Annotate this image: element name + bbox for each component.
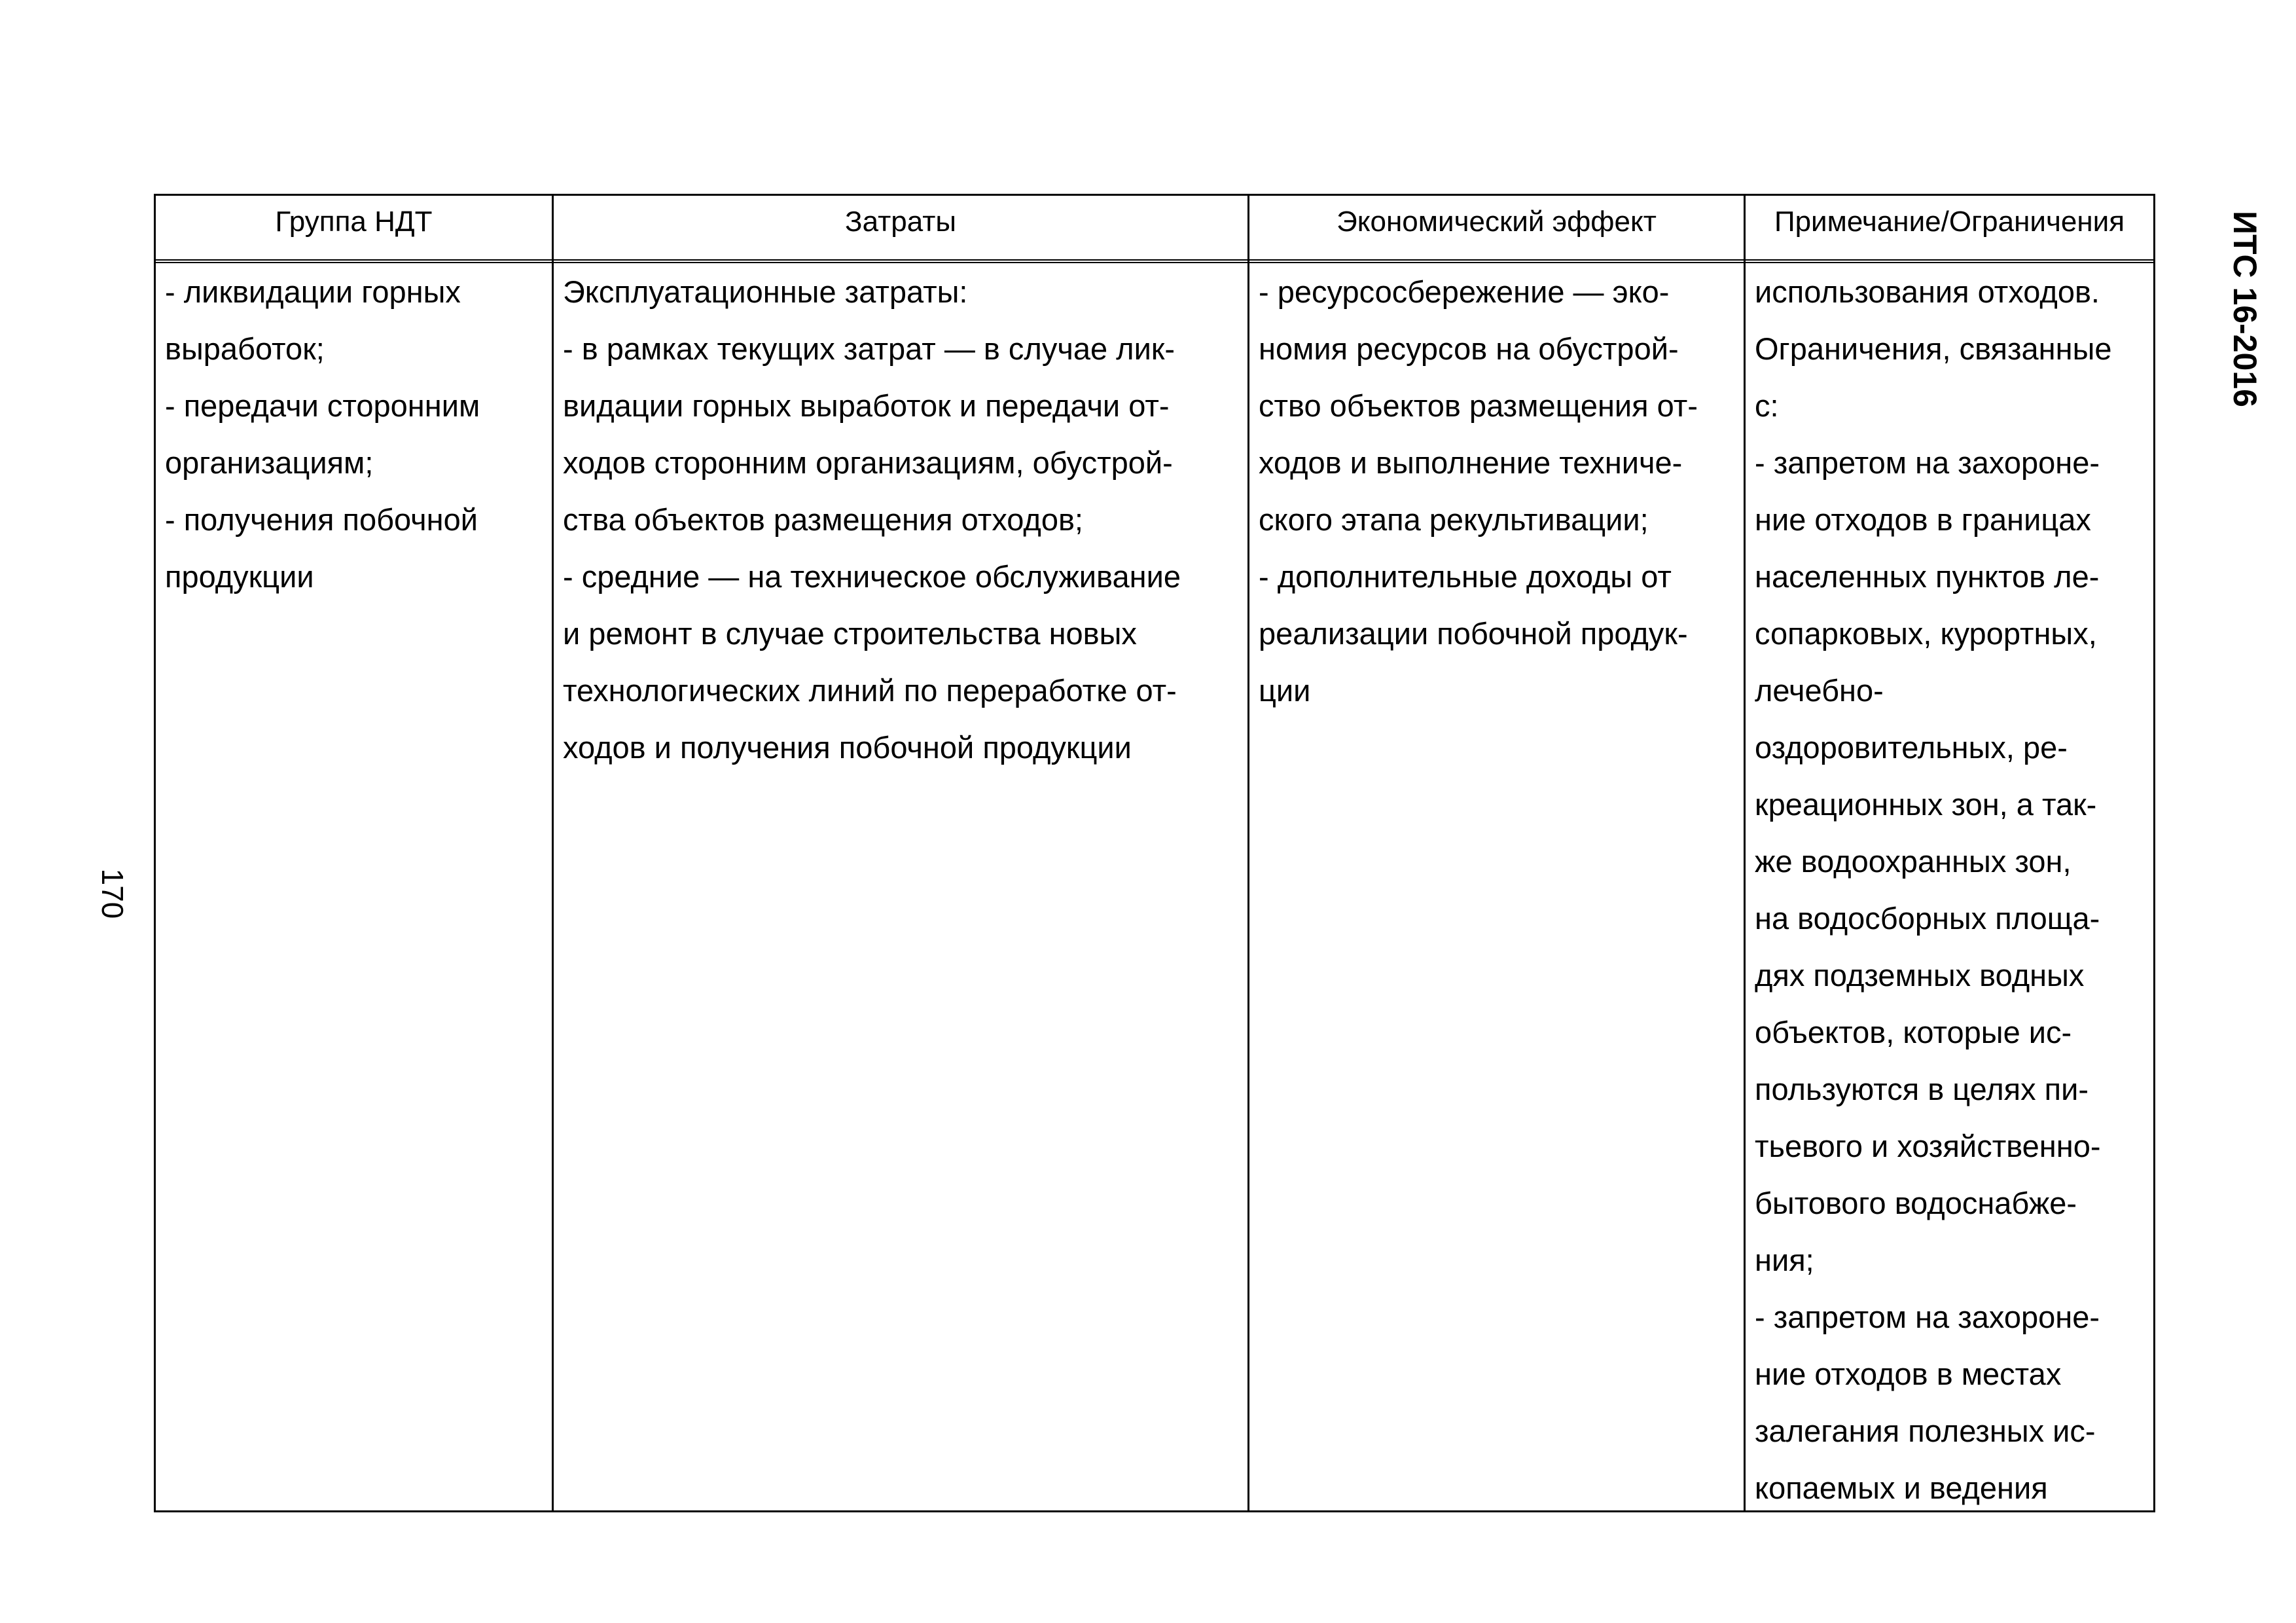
cell-line: - в рамках текущих затрат — в случае лик-: [563, 331, 1175, 366]
cell-line: - запретом на захороне-: [1755, 1300, 2100, 1334]
cell-line: - получения побочной: [165, 502, 478, 537]
header-economic-effect: Экономический эффект: [1336, 206, 1657, 238]
cell-notes-limits: [1746, 263, 2153, 1507]
cell-costs: [554, 263, 1247, 1507]
cell-line: копаемых и ведения: [1755, 1470, 2048, 1505]
cell-line: - ликвидации горных: [165, 274, 461, 309]
cell-line: реализации побочной продук-: [1259, 616, 1688, 651]
cell-line: ния;: [1755, 1243, 1814, 1277]
document-code: ИТС 16-2016: [2227, 211, 2263, 407]
page-number: 170: [96, 868, 130, 919]
header-notes-limits: Примечание/Ограничения: [1774, 206, 2125, 238]
header-ndt-group: Группа НДТ: [275, 206, 433, 238]
cell-line: ства объектов размещения отходов;: [563, 502, 1083, 537]
cell-line: сопарковых, курортных,: [1755, 616, 2097, 651]
cell-line: технологических линий по переработке от-: [563, 673, 1177, 708]
cell-line: с:: [1755, 388, 1779, 423]
cell-line: лечебно-: [1755, 673, 1884, 708]
cell-line: Ограничения, связанные: [1755, 331, 2112, 366]
cell-line: ходов и получения побочной продукции: [563, 730, 1132, 765]
table-header-row: [156, 196, 2153, 263]
cell-line: - ресурсосбережение — эко-: [1259, 274, 1670, 309]
cell-line: и ремонт в случае строительства новых: [563, 616, 1137, 651]
cell-line: тьевого и хозяйственно-: [1755, 1129, 2101, 1163]
cell-line: залегания полезных ис-: [1755, 1413, 2096, 1448]
cell-line: ство объектов размещения от-: [1259, 388, 1698, 423]
cell-line: - средние — на техническое обслуживание: [563, 559, 1181, 594]
cell-line: - запретом на захороне-: [1755, 445, 2100, 480]
cell-line: - дополнительные доходы от: [1259, 559, 1672, 594]
cell-line: ходов сторонним организациям, обустрой-: [563, 445, 1173, 480]
cell-line: - передачи сторонним: [165, 388, 480, 423]
cell-line: бытового водоснабже-: [1755, 1186, 2077, 1220]
cell-line: ходов и выполнение техниче-: [1259, 445, 1683, 480]
cell-line: ние отходов в границах: [1755, 502, 2091, 537]
cell-ndt-group: [156, 263, 552, 1507]
cell-line: ции: [1259, 673, 1311, 708]
header-costs: Затраты: [845, 206, 956, 238]
cell-line: объектов, которые ис-: [1755, 1015, 2072, 1049]
cell-economic-effect: [1249, 263, 1744, 1507]
cell-line: продукции: [165, 559, 314, 594]
cell-line: населенных пунктов ле-: [1755, 559, 2100, 594]
cell-line: дях подземных водных: [1755, 958, 2085, 993]
cell-line: пользуются в целях пи-: [1755, 1072, 2089, 1106]
cell-line: ского этапа рекультивации;: [1259, 502, 1649, 537]
cell-line: использования отходов.: [1755, 274, 2100, 309]
ndt-table: [154, 194, 2155, 1512]
cell-line: креационных зон, а так-: [1755, 787, 2097, 822]
cell-line: видации горных выработок и передачи от-: [563, 388, 1170, 423]
cell-line: Эксплуатационные затраты:: [563, 274, 968, 309]
cell-line: выработок;: [165, 331, 325, 366]
cell-line: же водоохранных зон,: [1755, 844, 2072, 879]
cell-line: организациям;: [165, 445, 374, 480]
cell-line: на водосборных площа-: [1755, 901, 2100, 936]
cell-line: оздоровительных, ре-: [1755, 730, 2068, 765]
cell-line: номия ресурсов на обустрой-: [1259, 331, 1679, 366]
cell-line: ние отходов в местах: [1755, 1357, 2062, 1391]
